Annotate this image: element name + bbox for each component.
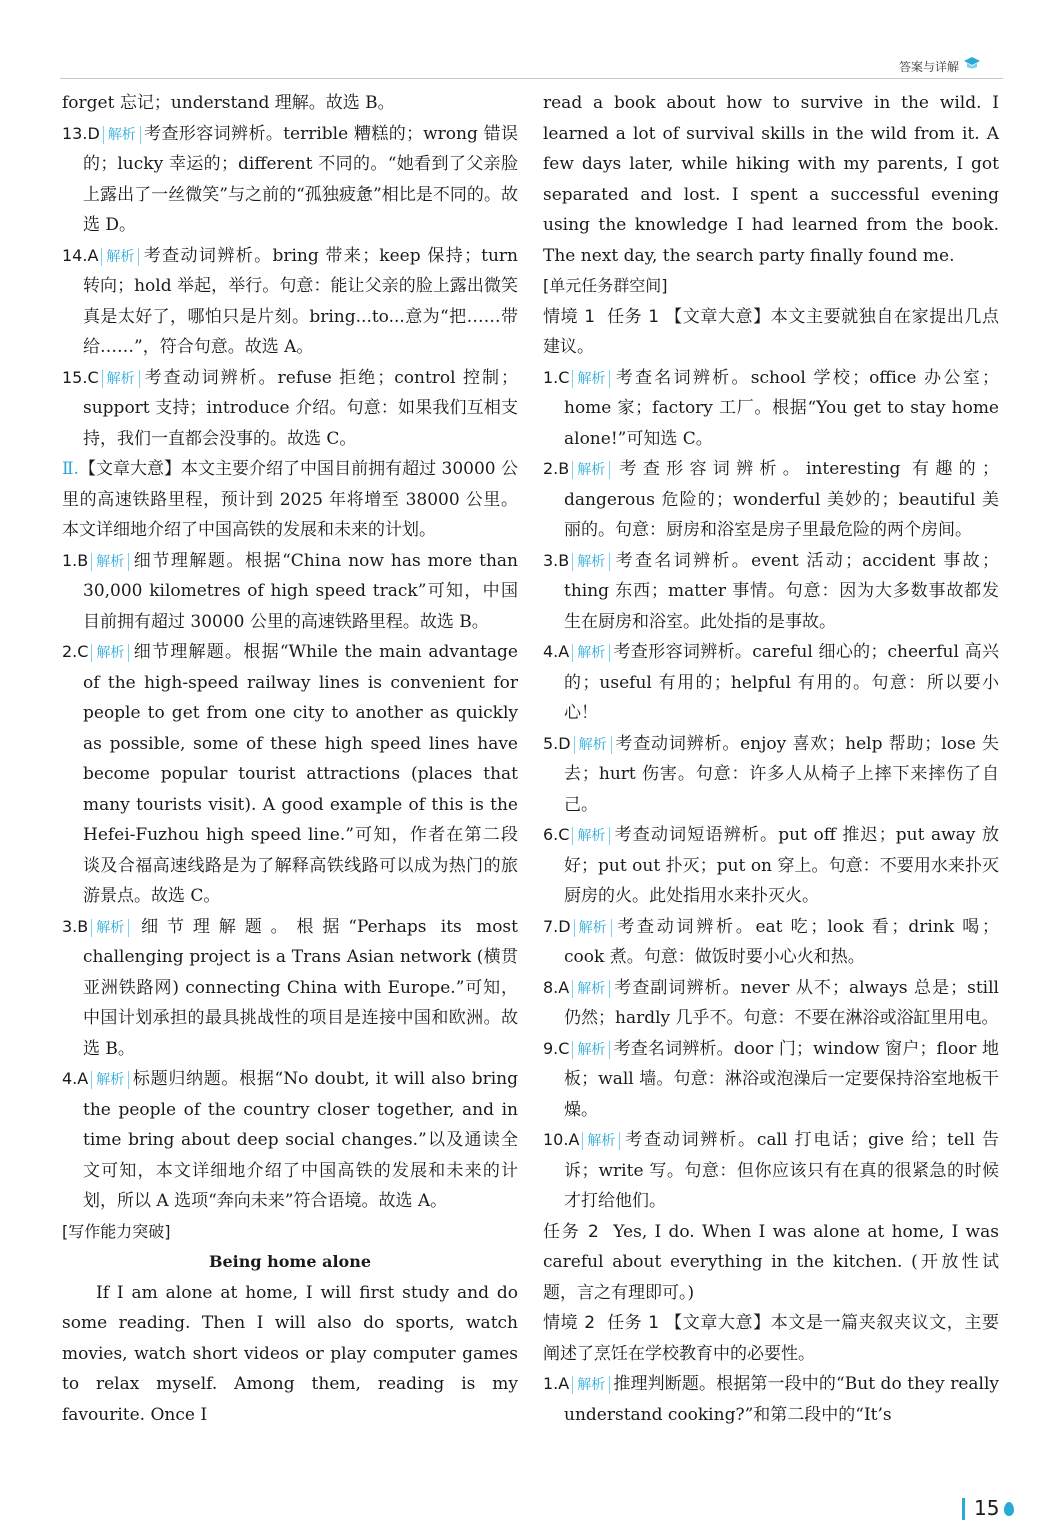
- summary-label: 【文章大意】: [665, 306, 771, 327]
- page-number: [962, 1494, 1022, 1526]
- item-answer: D: [558, 733, 571, 753]
- item-text: 考查形容词辨析。interesting 有趣的；dangerous 危险的；wonderful 美妙的；beautiful 美丽的。句意：厨房和浴室是房子里最危险的两个房间。: [564, 459, 999, 540]
- item-number: 13.: [62, 123, 88, 143]
- item-text: 标题归纳题。根据“No doubt, it will also bring the people of the country closer together, and in time bring about deep social changes.”以及通读全文可知，本文详细地介绍了中国高铁的发展和未来的计划，所以 A 选项“奔向未来”符合语境。故选 A。: [83, 1069, 518, 1211]
- item-answer: C: [558, 825, 570, 844]
- essay-continuation: read a book about how to survive in the wild. I learned a lot of survival skills in the wild from it. A few days later, while hiking with my parents, I got separated and lost. I spent a successful evening using the knowledge I had learned from the book. The next day, the search party finally found me.: [543, 93, 999, 266]
- item-number: 10.: [543, 1130, 569, 1149]
- item-answer: D: [558, 916, 571, 936]
- continuation-text: forget 忘记；understand 理解。故选 B。: [62, 93, 395, 113]
- item-text: 考查动词辨析。refuse 拒绝；control 控制；support 支持；introduce 介绍。句意：如果我们互相支持，我们一直都会没事的。故选 C。: [83, 367, 518, 449]
- item-answer: A: [87, 245, 99, 265]
- analysis-tag: 解析: [572, 370, 610, 388]
- item-text: 推理判断题。根据第一段中的“But do they really understand cooking?”和第二段中的“It’s: [564, 1374, 999, 1425]
- item-answer: A: [77, 1069, 89, 1088]
- unit-task-header: [单元任务群空间]: [543, 276, 668, 295]
- right-column: [543, 88, 999, 1430]
- item-answer: B: [558, 459, 570, 478]
- item-number: 2.: [543, 459, 559, 478]
- writing-section-header: [写作能力突破]: [62, 1221, 171, 1241]
- situation-2-item-1: [543, 1369, 999, 1430]
- item-answer: A: [558, 977, 570, 997]
- item-text: 考查动词辨析。enjoy 喜欢；help 帮助；lose 失去；hurt 伤害。句意：许多人从椅子上摔下来摔伤了自己。: [564, 733, 999, 815]
- item-number: 5.: [543, 733, 559, 753]
- essay-title: Being home alone: [208, 1252, 372, 1271]
- item-number: 2.: [62, 642, 78, 661]
- analysis-tag: 解析: [102, 370, 140, 388]
- item-text: 考查动词辨析。eat 吃；look 看；drink 喝；cook 煮。句意：做饭时要小心火和热。: [564, 916, 999, 967]
- analysis-tag: 解析: [572, 553, 610, 571]
- answer-item-14: [62, 241, 518, 363]
- header-label: 答案与详解: [898, 60, 959, 74]
- task-item-3: [543, 546, 999, 638]
- item-text: 细节理解题。根据“Perhaps its most challenging project is a Trans Asian network (横贯亚洲铁路网) connecting China with Europe.”可知，中国计划承担的最具挑战性的项目是连接中国和欧洲。故选 B。: [83, 916, 518, 1059]
- item-text: 细节理解题。根据“China now has more than 30,000 kilometres of high speed track”可知，中国目前拥有超过 30000 公里的高速铁路里程。故选 B。: [83, 550, 518, 632]
- task-item-7: [543, 912, 999, 973]
- item-number: 3.: [62, 916, 78, 936]
- item-answer: B: [77, 916, 89, 936]
- item-number: 4.: [62, 1069, 78, 1088]
- page-number-text: 15: [974, 1496, 1000, 1520]
- item-answer: D: [87, 123, 100, 143]
- item-number: 4.: [543, 642, 559, 661]
- analysis-tag: 解析: [572, 644, 610, 662]
- summary-label: 【文章大意】: [78, 459, 182, 479]
- reading-item-4: [62, 1064, 518, 1217]
- reading-item-2: [62, 637, 518, 912]
- roman-numeral: Ⅱ.: [62, 459, 79, 479]
- summary-text: 本文是一篇夹叙夹议文，主要阐述了烹饪在学校教育中的必要性。: [543, 1313, 1000, 1364]
- item-answer: B: [558, 550, 570, 570]
- analysis-tag: 解析: [91, 1071, 129, 1089]
- task-item-6: [543, 820, 999, 912]
- analysis-tag: 解析: [572, 827, 610, 845]
- reading-item-3: [62, 912, 518, 1065]
- analysis-tag: 解析: [91, 644, 129, 662]
- task-item-1: [543, 363, 999, 455]
- item-text: 考查名词辨析。door 门；window 窗户；floor 地板；wall 墙。句意：淋浴或泡澡后一定要保持浴室地板干燥。: [564, 1038, 999, 1120]
- task-2-answer: [543, 1217, 999, 1309]
- analysis-tag: 解析: [91, 553, 129, 571]
- item-text: 考查动词短语辨析。put off 推迟；put away 放好；put out 扑灭；put on 穿上。句意：不要用水来扑灭厨房的火。此处指用水来扑灭火。: [564, 825, 999, 906]
- answer-item-13: [62, 119, 518, 241]
- left-column: [62, 88, 518, 1430]
- task-item-10: [543, 1125, 999, 1217]
- task-item-9: [543, 1034, 999, 1126]
- page-header: [60, 56, 1003, 79]
- analysis-tag: 解析: [572, 461, 610, 479]
- item-number: 1.: [543, 1374, 559, 1393]
- summary-text: 本文主要就独自在家提出几点建议。: [543, 306, 1000, 357]
- item-answer: C: [87, 367, 99, 387]
- summary-label: 【文章大意】: [665, 1313, 771, 1333]
- item-number: 9.: [543, 1038, 559, 1058]
- graduation-cap-icon: [963, 54, 981, 72]
- item-answer: A: [558, 642, 570, 661]
- task-label: 任务 1: [607, 1313, 660, 1333]
- item-number: 1.: [62, 550, 78, 570]
- item-text: 考查名词辨析。school 学校；office 办公室；home 家；factory 工厂。根据“You get to stay home alone!”可知选 C。: [564, 367, 999, 449]
- analysis-tag: 解析: [582, 1132, 620, 1150]
- item-number: 3.: [543, 550, 559, 570]
- item-text: 考查形容词辨析。careful 细心的；cheerful 高兴的；useful 有用的；helpful 有用的。句意：所以要小心！: [564, 642, 999, 723]
- item-answer: B: [77, 550, 89, 570]
- analysis-tag: 解析: [574, 736, 612, 754]
- item-number: 14.: [62, 245, 88, 265]
- item-text: 考查形容词辨析。terrible 糟糕的；wrong 错误的；lucky 幸运的；different 不同的。“她看到了父亲脸上露出了一丝微笑”与之前的“孤独疲惫”相比是不同的。故选 D。: [83, 123, 518, 235]
- situation-2-summary: [543, 1308, 999, 1369]
- task-item-2: [543, 454, 999, 546]
- item-answer: C: [558, 1038, 570, 1058]
- item-text: 细节理解题。根据“While the main advantage of the high-speed railway lines is convenient for people to get from one city to another as quickly as possible, some of these high speed lines have become popular tourist attractions (places that many tourists visit). A good example of this is the Hefei-Fuzhou high speed line.”可知，作者在第二段谈及合福高速线路是为了解释高铁线路可以成为热门的旅游景点。故选 C。: [83, 642, 518, 906]
- analysis-tag: 解析: [574, 919, 612, 937]
- reading-item-1: [62, 546, 518, 638]
- item-number: 1.: [543, 367, 559, 387]
- task-item-5: [543, 729, 999, 821]
- task-item-8: [543, 973, 999, 1034]
- droplet-icon: [1004, 1502, 1014, 1516]
- situation-label: 情境 2: [543, 1313, 596, 1333]
- page-number-bar: [962, 1498, 965, 1520]
- task-text: Yes, I do. When I was alone at home, I was careful about everything in the kitchen. (开放性试题，言之有理即可。): [543, 1221, 999, 1303]
- item-number: 8.: [543, 977, 559, 997]
- analysis-tag: 解析: [572, 1041, 610, 1059]
- section-2-summary: [62, 454, 518, 546]
- item-number: 7.: [543, 916, 559, 936]
- analysis-tag: 解析: [572, 1376, 610, 1394]
- item-answer: C: [558, 367, 570, 387]
- task-label: 任务 2: [543, 1221, 599, 1242]
- analysis-tag: 解析: [103, 126, 141, 144]
- summary-text: 本文主要介绍了中国目前拥有超过 30000 公里的高速铁路里程，预计到 2025 年将增至 38000 公里。本文详细地介绍了中国高铁的发展和未来的计划。: [62, 459, 518, 540]
- item-text: 考查名词辨析。event 活动；accident 事故；thing 东西；matter 事情。句意：因为大多数事故都发生在厨房和浴室。此处指的是事故。: [564, 550, 999, 632]
- item-answer: A: [558, 1374, 570, 1393]
- situation-1-summary: [543, 302, 999, 363]
- item-number: 6.: [543, 825, 559, 844]
- answer-item-15: [62, 363, 518, 455]
- essay-text: If I am alone at home, I will first study and do some reading. Then I will also do sports, watch movies, watch short videos or play computer games to relax myself. Among them, reading is my favourite. Once I: [62, 1282, 518, 1425]
- task-label: 任务 1: [607, 306, 660, 327]
- item-text: 考查动词辨析。bring 带来；keep 保持；turn 转向；hold 举起，举行。句意：能让父亲的脸上露出微笑真是太好了，哪怕只是片刻。bring...to...意为“把……带给……”，符合句意。故选 A。: [83, 245, 518, 357]
- analysis-tag: 解析: [91, 919, 129, 937]
- item-text: 考查副词辨析。never 从不；always 总是；still 仍然；hardly 几乎不。句意：不要在淋浴或浴缸里用电。: [564, 977, 999, 1028]
- item-text: 考查动词辨析。call 打电话；give 给；tell 告诉；write 写。句意：但你应该只有在真的很紧急的时候才打给他们。: [564, 1130, 999, 1211]
- item-number: 15.: [62, 367, 88, 387]
- analysis-tag: 解析: [572, 980, 610, 998]
- item-answer: C: [77, 642, 89, 661]
- analysis-tag: 解析: [101, 248, 139, 266]
- task-item-4: [543, 637, 999, 729]
- situation-label: 情境 1: [543, 306, 596, 327]
- item-answer: A: [568, 1130, 580, 1149]
